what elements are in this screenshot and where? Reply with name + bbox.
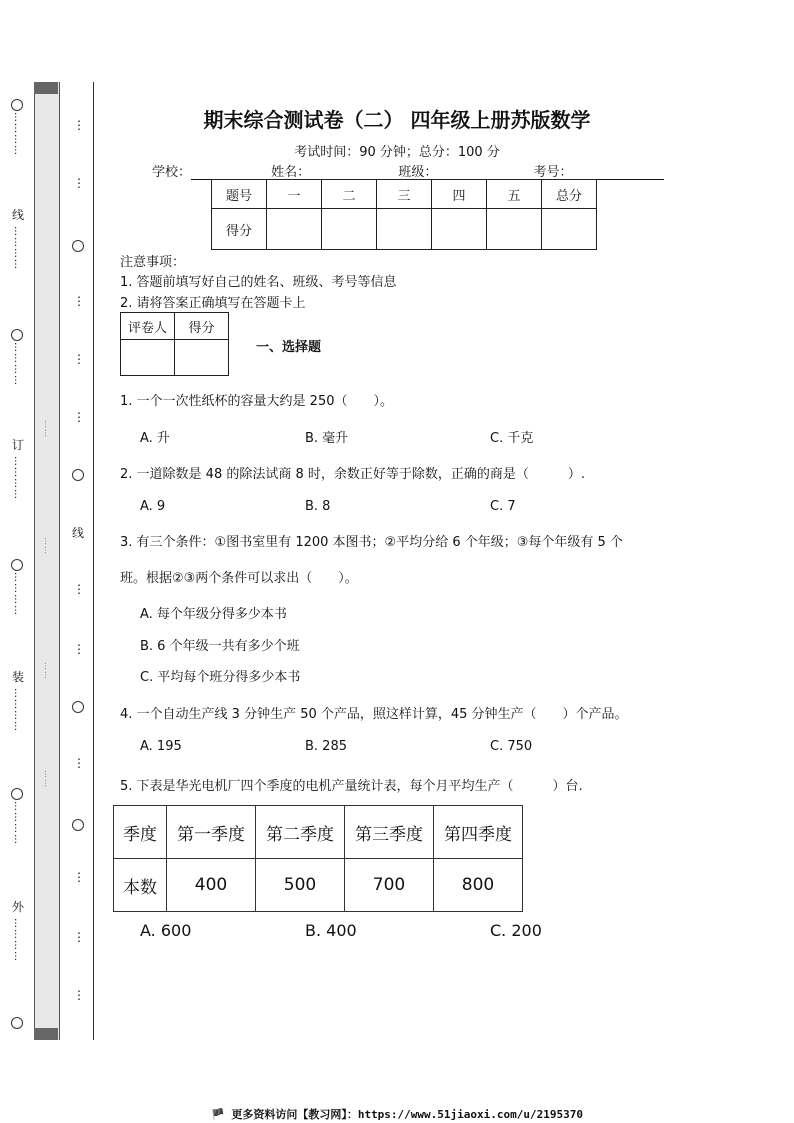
- score-cell[interactable]: [377, 209, 432, 250]
- q5-table-header: 第一季度: [167, 806, 256, 859]
- q5-table-header: 第三季度: [345, 806, 434, 859]
- notes-item: 2. 请将答案正确填写在答题卡上: [120, 296, 306, 311]
- binding-char-xian: 线: [12, 208, 25, 222]
- binding-dots: …………: [12, 688, 23, 732]
- q5-table-header: 季度: [114, 806, 167, 859]
- section-title: 一、选择题: [256, 340, 322, 355]
- question-5-option-b[interactable]: B. 400: [305, 921, 357, 940]
- q5-table-header: 第四季度: [434, 806, 523, 859]
- binding-outer-column: [12, 80, 24, 94]
- class-label: 班级：: [398, 165, 438, 180]
- binding-faint-dots: ……: [43, 662, 52, 680]
- question-1-option-c[interactable]: C. 千克: [490, 431, 534, 446]
- question-4-stem: 4. 一个自动生产线 3 分钟生产 50 个产品，照这样计算，45 分钟生产（ ）个产品。: [120, 707, 628, 722]
- binding-char-wai: 外: [12, 900, 25, 914]
- question-3-option-a[interactable]: A. 每个年级分得多少本书: [140, 607, 287, 622]
- score-header: 二: [322, 180, 377, 209]
- binding-faint-dots: ……: [43, 537, 52, 555]
- question-2-option-a[interactable]: A. 9: [140, 499, 166, 514]
- question-5-option-a[interactable]: A. 600: [140, 921, 192, 940]
- binding-inner-dots: ⋮: [73, 756, 85, 770]
- binding-dots: …………: [12, 342, 23, 386]
- footer-link[interactable]: 🏴 更多资料访问【教习网】：https://www.51jiaoxi.com/u/2195370: [211, 1108, 583, 1121]
- score-header: 题号: [212, 180, 267, 209]
- binding-inner-char-xian: 线: [72, 526, 85, 540]
- notes-heading: 注意事项：: [120, 255, 186, 270]
- q5-table-row-label: 本数: [114, 859, 167, 912]
- question-5-option-c[interactable]: C. 200: [490, 921, 542, 940]
- score-cell[interactable]: [432, 209, 487, 250]
- question-1-stem: 1. 一个一次性纸杯的容量大约是 250（ ）。: [120, 394, 393, 409]
- binding-inner-dots: ⋮: [73, 642, 85, 656]
- score-cell[interactable]: [267, 209, 322, 250]
- name-label: 姓名：: [271, 165, 311, 180]
- id-label: 考号：: [533, 165, 573, 180]
- score-header: 一: [267, 180, 322, 209]
- score-cell[interactable]: [322, 209, 377, 250]
- grader-label: 评卷人: [121, 313, 175, 340]
- class-field[interactable]: [437, 165, 529, 180]
- question-5-stem: 5. 下表是华光电机厂四个季度的电机产量统计表，每个月平均生产（ ）台.: [120, 779, 583, 794]
- binding-circle: [11, 1014, 23, 1033]
- binding-inner-dots: ⋮: [73, 118, 85, 132]
- question-1-option-a[interactable]: A. 升: [140, 431, 170, 446]
- q5-table-cell: 700: [345, 859, 434, 912]
- id-field[interactable]: [572, 165, 664, 180]
- score-header: 五: [487, 180, 542, 209]
- school-label: 学校：: [152, 165, 192, 180]
- score-header: 三: [377, 180, 432, 209]
- name-field[interactable]: [310, 165, 394, 180]
- school-field[interactable]: [191, 165, 267, 180]
- binding-dots: …………: [12, 572, 23, 616]
- question-4-option-c[interactable]: C. 750: [490, 739, 533, 754]
- score-cell[interactable]: [542, 209, 597, 250]
- grader-cell[interactable]: [121, 340, 175, 376]
- question-2-option-b[interactable]: B. 8: [305, 499, 331, 514]
- q5-table-cell: 500: [256, 859, 345, 912]
- binding-char-ding: 订: [12, 438, 25, 452]
- binding-inner-circle: [72, 698, 84, 717]
- q5-table-header: 第二季度: [256, 806, 345, 859]
- question-1-option-b[interactable]: B. 毫升: [305, 431, 349, 446]
- score-row-label: 得分: [212, 209, 267, 250]
- grader-score-cell[interactable]: [175, 340, 229, 376]
- question-4-option-a[interactable]: A. 195: [140, 739, 182, 754]
- q5-table-cell: 800: [434, 859, 523, 912]
- question-2-option-c[interactable]: C. 7: [490, 499, 516, 514]
- question-3-stem-line2: 班。根据②③两个条件可以求出（ ）。: [120, 571, 358, 586]
- exam-title: 期末综合测试卷（二） 四年级上册苏版数学: [203, 108, 591, 132]
- question-4-option-b[interactable]: B. 285: [305, 739, 347, 754]
- binding-faint-dots: ……: [43, 420, 52, 438]
- score-table: [211, 179, 597, 250]
- binding-dots: …………: [12, 226, 23, 270]
- binding-inner-circle: [72, 816, 84, 835]
- binding-dots: …………: [12, 112, 23, 156]
- binding-inner-circle: [72, 466, 84, 485]
- exam-info: 考试时间：90 分钟；总分：100 分: [294, 145, 500, 160]
- question-2-stem: 2. 一道除数是 48 的除法试商 8 时，余数正好等于除数，正确的商是（ ）.: [120, 467, 586, 482]
- score-header: 总分: [542, 180, 597, 209]
- score-cell[interactable]: [487, 209, 542, 250]
- binding-inner-dots: ⋮: [73, 352, 85, 366]
- question-3-option-b[interactable]: B. 6 个年级一共有多少个班: [140, 639, 300, 654]
- binding-dots: …………: [12, 918, 23, 962]
- grader-score-label: 得分: [175, 313, 229, 340]
- binding-inner-dots: ⋮: [73, 176, 85, 190]
- binding-char-zhuang: 装: [12, 670, 25, 684]
- binding-dots: …………: [12, 801, 23, 845]
- binding-inner-dots: ⋮: [73, 870, 85, 884]
- binding-inner-circle: [72, 237, 84, 256]
- binding-dots: …………: [12, 456, 23, 500]
- binding-inner-dots: ⋮: [73, 582, 85, 596]
- notes-item: 1. 答题前填写好自己的姓名、班级、考号等信息: [120, 275, 397, 290]
- binding-inner-dots: ⋮: [73, 410, 85, 424]
- student-info-line: [152, 161, 664, 180]
- binding-inner-dots: ⋮: [73, 988, 85, 1002]
- binding-inner-dots: ⋮: [73, 930, 85, 944]
- question-3-option-c[interactable]: C. 平均每个班分得多少本书: [140, 670, 301, 685]
- binding-divider-line: [93, 82, 94, 1040]
- question-3-stem-line1: 3. 有三个条件：①图书室里有 1200 本图书；②平均分给 6 个年级；③每个年级有 5 个: [120, 535, 623, 550]
- score-header: 四: [432, 180, 487, 209]
- q5-table-cell: 400: [167, 859, 256, 912]
- question-5-table: [113, 805, 523, 912]
- binding-faint-dots: ……: [43, 770, 52, 788]
- grader-box: [120, 312, 229, 376]
- binding-gray-band: [34, 82, 60, 1040]
- binding-inner-dots: ⋮: [73, 294, 85, 308]
